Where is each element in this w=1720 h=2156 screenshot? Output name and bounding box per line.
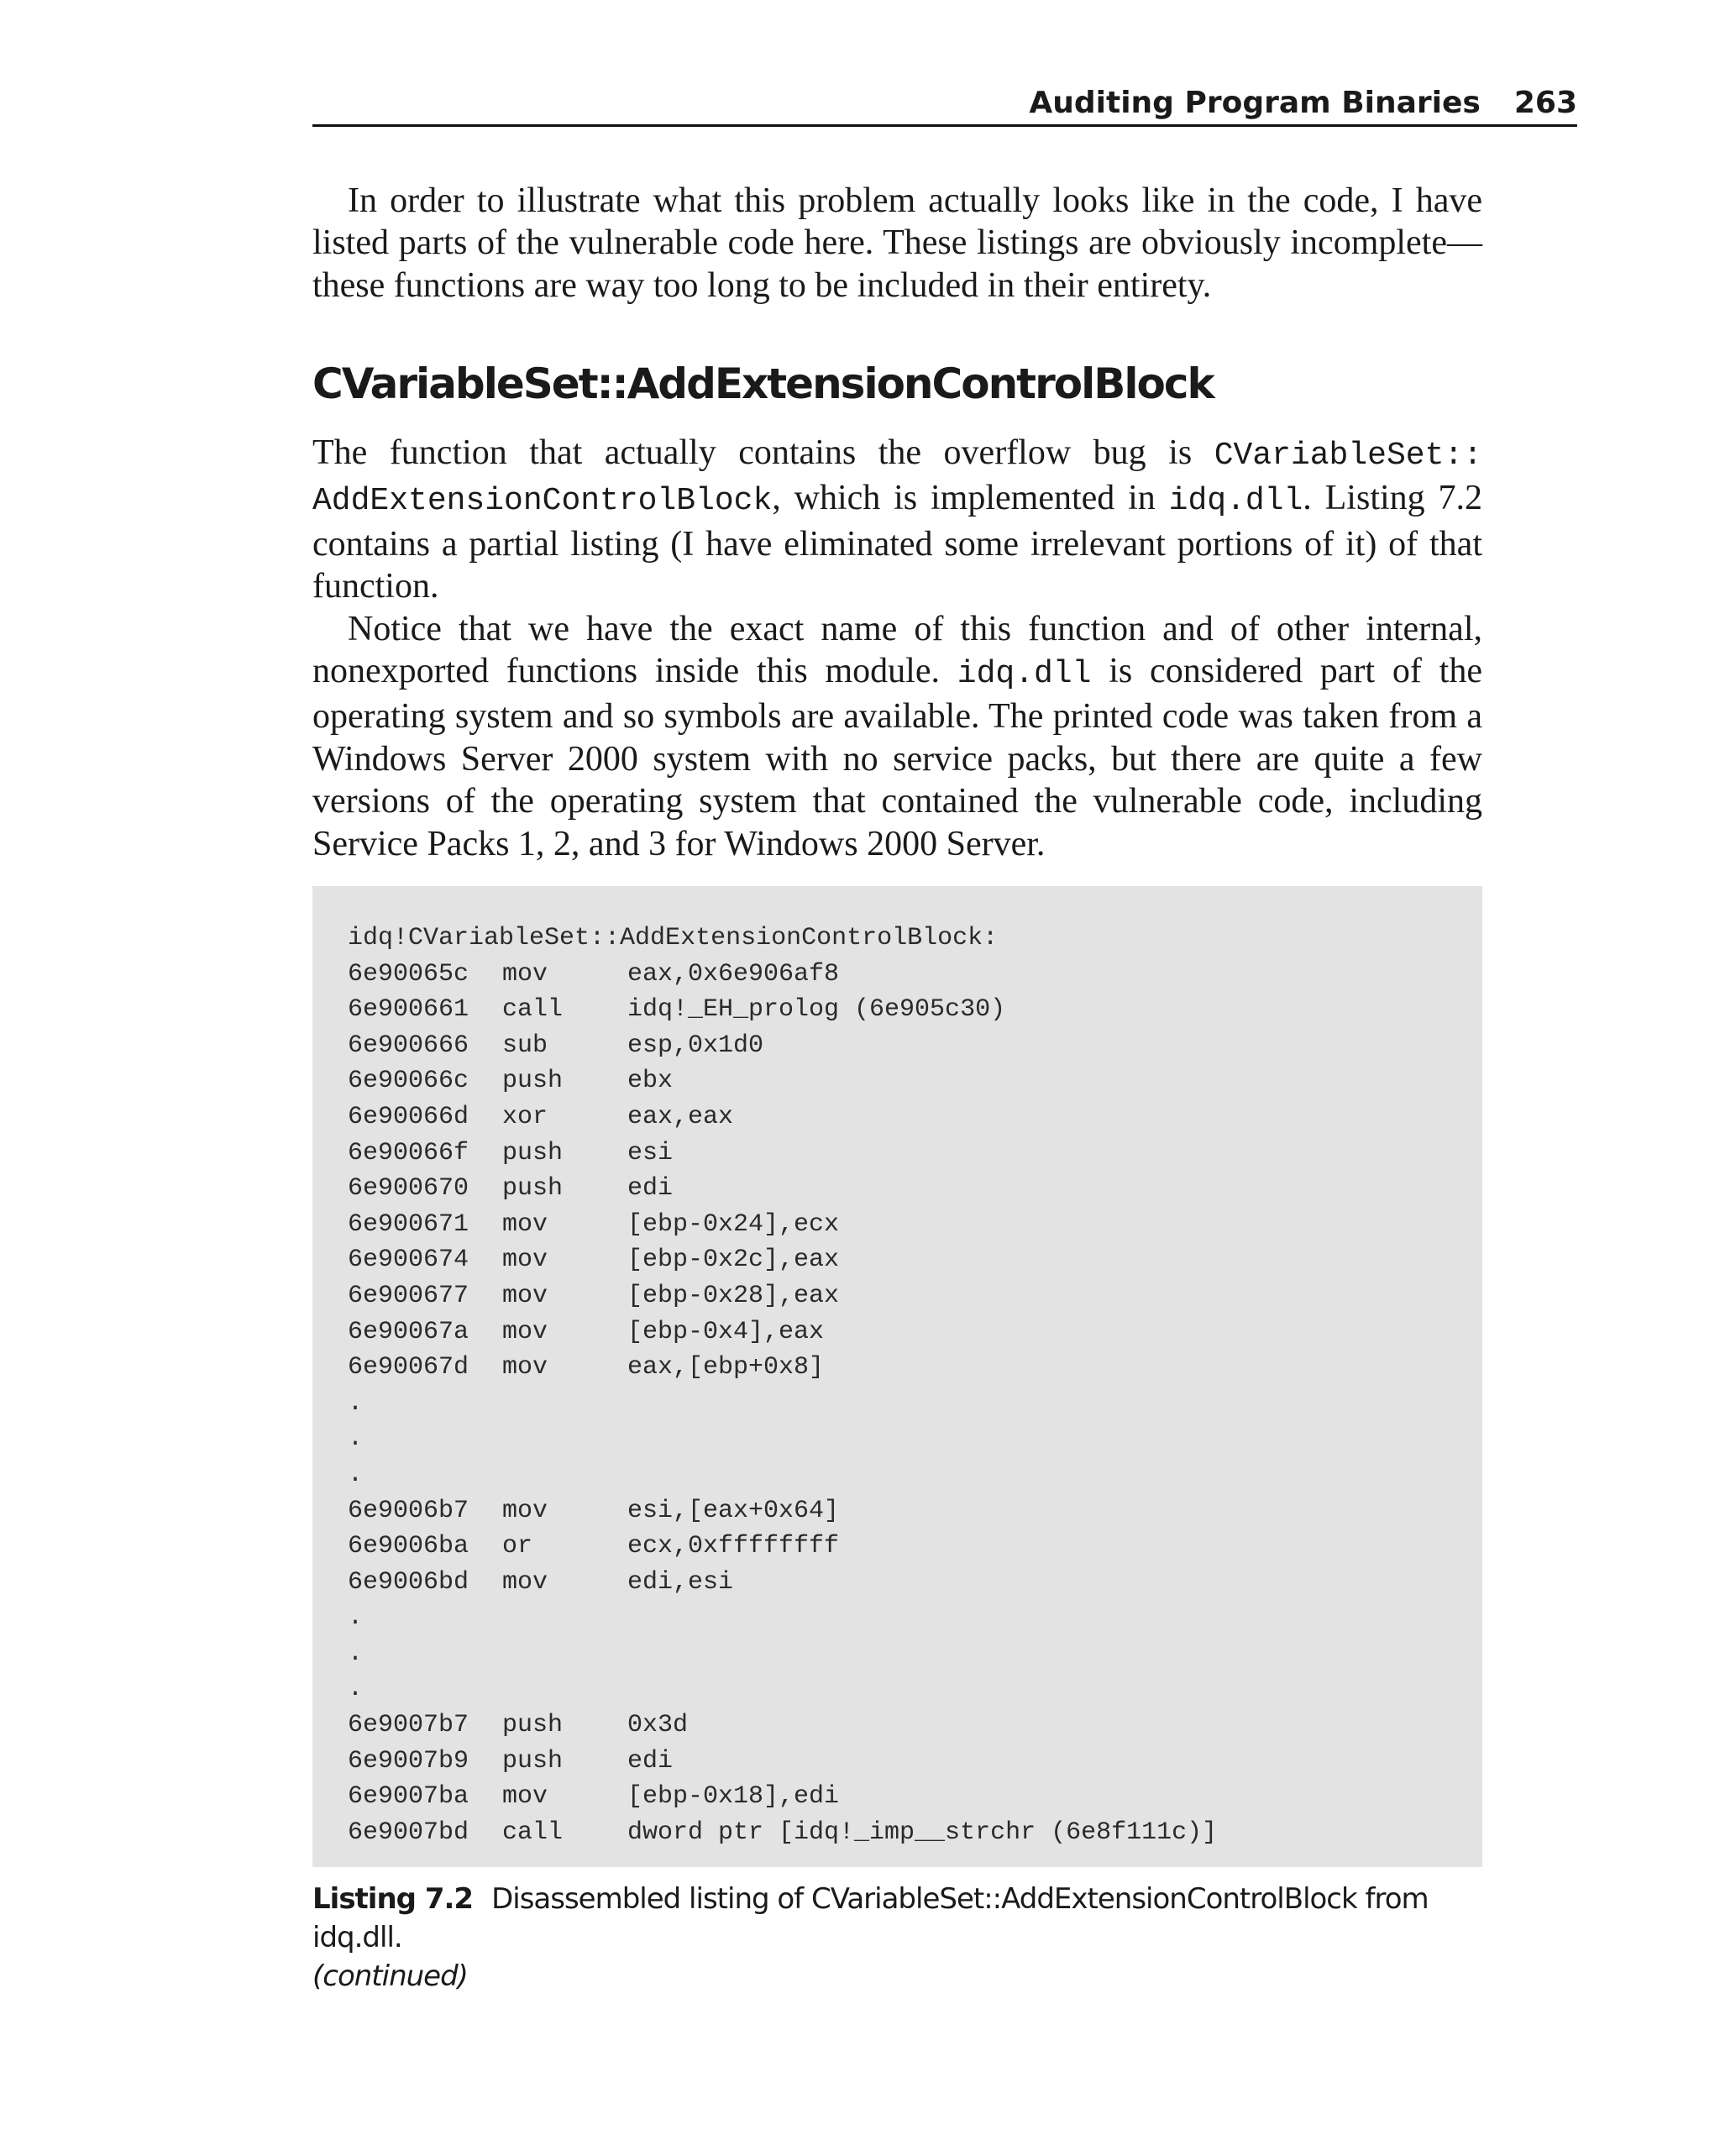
caption-text: Disassembled listing of CVariableSet::AddExtensionControlBlock from idq.dll. [312, 1882, 1429, 1954]
instruction-address: 6e9006bd [348, 1567, 469, 1597]
text-run: , which is implemented in [772, 479, 1169, 518]
listing-line [348, 1779, 1482, 1815]
instruction-operands: ecx,0xffffffff [627, 1532, 840, 1561]
instruction-address: 6e9007ba [348, 1782, 469, 1812]
listing-line [348, 1028, 1482, 1064]
instruction-opcode: mov [502, 1496, 548, 1525]
listing-line [348, 1136, 1482, 1172]
inline-code: CVariableSet:: AddExtensionControlBlock [312, 438, 1482, 520]
instruction-opcode: call [502, 995, 564, 1025]
instruction-address: 6e900666 [348, 1031, 469, 1060]
instruction-operands: eax,[ebp+0x8] [627, 1353, 825, 1382]
instruction-address: 6e900661 [348, 995, 469, 1025]
listing-line [348, 1063, 1482, 1099]
section-heading: CVariableSet::AddExtensionControlBlock [312, 359, 1214, 408]
listing-lines [348, 957, 1482, 1851]
instruction-address: 6e900670 [348, 1174, 469, 1204]
instruction-opcode: push [502, 1711, 564, 1740]
listing-line [348, 957, 1482, 993]
listing-line [348, 1707, 1482, 1744]
listing-line [348, 1099, 1482, 1136]
instruction-address: 6e90065c [348, 959, 469, 989]
instruction-opcode: call [502, 1818, 564, 1847]
code-listing [312, 886, 1482, 1867]
listing-line [348, 1242, 1482, 1278]
text-run: Notice that we have the exact name of this function and of other internal, nonexported functions inside this module. [312, 609, 1482, 691]
instruction-operands: eax,eax [627, 1102, 734, 1131]
instruction-operands: [ebp-0x2c],eax [627, 1246, 840, 1275]
instruction-opcode: mov [502, 1353, 548, 1382]
text-run: . Listing 7.2 contains a partial listing (I have eliminated some irrelevant portions of it) of that function. [312, 479, 1483, 606]
text-run: is considered part of the operating system and so symbols are available. The printed code was taken from a Windows Server 2000 system with no service packs, but there are quite a few versions of the operating system that contained the vulnerable code, including Service Packs 1, 2, and 3 for Windows 2000 Server. [312, 652, 1482, 863]
intro-paragraph: In order to illustrate what this problem actually looks like in the code, I have listed parts of the vulnerable code here. These listings are obviously incomplete—these functions are way too long to be included in their entirety. [312, 181, 1482, 305]
instruction-opcode: push [502, 1174, 564, 1204]
listing-line [348, 1278, 1482, 1314]
instruction-operands: esi,[eax+0x64] [627, 1496, 840, 1525]
page-body [312, 180, 1483, 863]
instruction-address: 6e90067d [348, 1353, 469, 1382]
listing-ellipsis-dot: . [348, 1603, 364, 1633]
inline-code: idq.dll [1168, 483, 1303, 520]
instruction-operands: edi,esi [627, 1567, 734, 1597]
symbols-paragraph [312, 608, 1482, 865]
listing-line [348, 1207, 1482, 1243]
instruction-operands: eax,0x6e906af8 [627, 959, 840, 989]
listing-ellipsis-dot: . [348, 1639, 364, 1668]
listing-title: idq!CVariableSet::AddExtensionControlBlock: [348, 924, 999, 952]
inline-code: idq.dll [957, 656, 1092, 693]
instruction-address: 6e9006b7 [348, 1496, 469, 1525]
instruction-opcode: mov [502, 1281, 548, 1310]
listing-line [348, 1493, 1482, 1529]
listing-caption [312, 1880, 1482, 1996]
instruction-operands: [ebp-0x28],eax [627, 1281, 840, 1310]
instruction-operands: esi [627, 1138, 674, 1167]
instruction-opcode: mov [502, 1782, 548, 1812]
instruction-address: 6e900674 [348, 1246, 469, 1275]
listing-line [348, 1529, 1482, 1565]
listing-line [348, 1744, 1482, 1780]
caption-continued: (continued) [312, 1959, 468, 1993]
instruction-address: 6e9006ba [348, 1532, 469, 1561]
listing-line [348, 1171, 1482, 1207]
listing-ellipsis-dot: . [348, 1460, 364, 1489]
listing-ellipsis-dot: . [348, 1675, 364, 1704]
listing-line [348, 1565, 1482, 1601]
instruction-opcode: mov [502, 959, 548, 989]
instruction-opcode: push [502, 1067, 564, 1096]
instruction-opcode: or [502, 1532, 533, 1561]
instruction-opcode: push [502, 1746, 564, 1776]
instruction-address: 6e9007bd [348, 1818, 469, 1847]
page-number: 263 [1513, 86, 1577, 120]
instruction-opcode: push [502, 1138, 564, 1167]
instruction-operands: [ebp-0x4],eax [627, 1317, 825, 1346]
instruction-address: 6e90066c [348, 1067, 469, 1096]
function-paragraph [312, 432, 1482, 608]
listing-line [348, 1350, 1482, 1386]
instruction-address: 6e9007b7 [348, 1711, 469, 1740]
instruction-opcode: mov [502, 1209, 548, 1239]
listing-line [348, 1314, 1482, 1351]
instruction-opcode: mov [502, 1317, 548, 1346]
listing-ellipsis-dot: . [348, 1388, 364, 1418]
instruction-opcode: xor [502, 1102, 548, 1131]
instruction-opcode: mov [502, 1246, 548, 1275]
running-header [312, 80, 1577, 127]
instruction-operands: idq!_EH_prolog (6e905c30) [627, 995, 1006, 1025]
instruction-address: 6e9007b9 [348, 1746, 469, 1776]
text-run: The function that actually contains the overflow bug is [312, 433, 1214, 472]
instruction-operands: ebx [627, 1067, 674, 1096]
instruction-opcode: mov [502, 1567, 548, 1597]
instruction-operands: 0x3d [627, 1711, 689, 1740]
instruction-operands: edi [627, 1174, 674, 1204]
instruction-address: 6e900671 [348, 1209, 469, 1239]
running-header-title: Auditing Program Binaries [1029, 86, 1481, 120]
instruction-address: 6e900677 [348, 1281, 469, 1310]
instruction-address: 6e90066f [348, 1138, 469, 1167]
instruction-operands: [ebp-0x18],edi [627, 1782, 840, 1812]
listing-line [348, 1815, 1482, 1851]
instruction-operands: esp,0x1d0 [627, 1031, 764, 1060]
instruction-operands: dword ptr [idq!_imp__strchr (6e8f111c)] [627, 1818, 1218, 1847]
instruction-opcode: sub [502, 1031, 548, 1060]
caption-label: Listing 7.2 [312, 1882, 474, 1916]
body-text-block [312, 432, 1482, 865]
instruction-address: 6e90067a [348, 1317, 469, 1346]
listing-line [348, 992, 1482, 1028]
instruction-operands: [ebp-0x24],ecx [627, 1209, 840, 1239]
listing-ellipsis-dot: . [348, 1424, 364, 1454]
instruction-address: 6e90066d [348, 1102, 469, 1131]
instruction-operands: edi [627, 1746, 674, 1776]
